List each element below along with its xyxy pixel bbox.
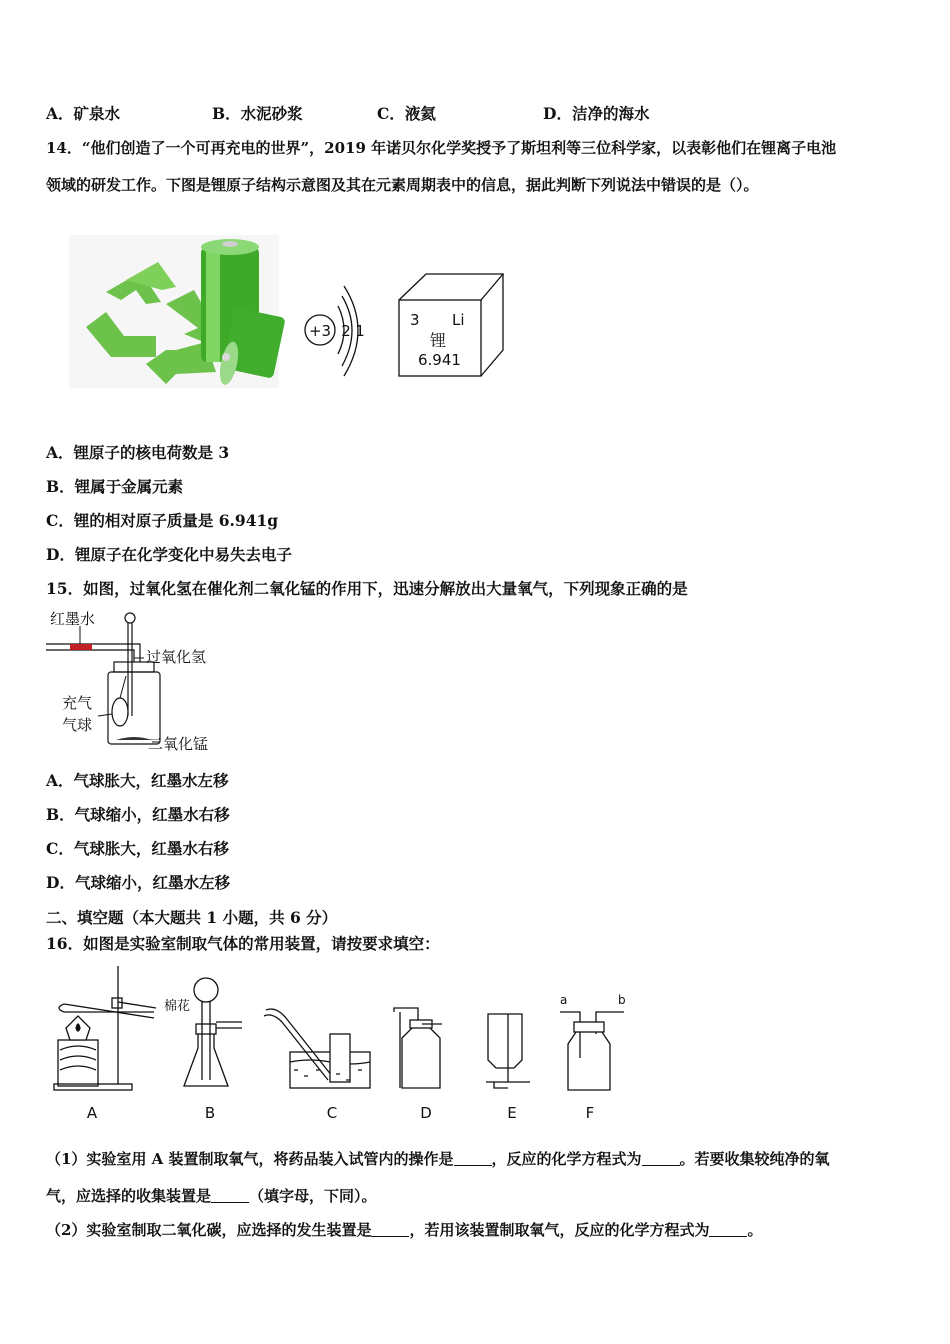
q14-figure (66, 232, 511, 392)
apparatus-label-e: E (507, 1104, 517, 1122)
q14-option-d: D．锂原子在化学变化中易失去电子 (46, 545, 292, 564)
apparatus-c (264, 1009, 370, 1088)
q16-part2-text-a: （2）实验室制取二氧化碳，应选择的发生装置是 (46, 1221, 372, 1239)
answer-blank-2[interactable] (642, 1151, 680, 1166)
q16-part1-line1 (46, 1148, 830, 1169)
q15-option-c: C．气球胀大，红墨水右移 (46, 839, 229, 858)
atom-shell2-label: 1 (355, 322, 365, 340)
label-h2o2: 过氧化氢 (146, 648, 207, 666)
atom-shell1-label: 2 (341, 322, 351, 340)
q14-option-a: A．锂原子的核电荷数是 3 (46, 443, 230, 462)
label-cotton: 棉花 (164, 999, 191, 1014)
q16-stem: 16．如图是实验室制取气体的常用装置，请按要求填空： (46, 934, 440, 953)
atom-nucleus-label: +3 (308, 322, 332, 340)
apparatus-e (486, 1014, 530, 1088)
q13-option-d: D．洁净的海水 (543, 104, 650, 123)
element-name: 锂 (430, 331, 447, 350)
q16-part1-text-a: （1）实验室用 A 装置制取氧气，将药品装入试管内的操作是 (46, 1150, 454, 1168)
port-a-label: a (560, 993, 568, 1007)
q15-option-b: B．气球缩小，红墨水右移 (46, 805, 230, 824)
q16-part1-line2 (46, 1185, 377, 1206)
q14-option-b: B．锂属于金属元素 (46, 477, 184, 496)
apparatus-f (560, 1012, 624, 1090)
q16-part2-text-c: 。 (747, 1221, 763, 1239)
apparatus-d (394, 1008, 442, 1088)
apparatus-label-c: C (326, 1104, 338, 1122)
apparatus-label-a: A (86, 1104, 98, 1122)
apparatus-a (54, 966, 156, 1090)
q16-part2-text-b: ，若用该装置制取氧气，反应的化学方程式为 (409, 1221, 710, 1239)
label-balloon-1: 充气 (62, 694, 93, 712)
label-balloon-2: 气球 (62, 716, 93, 734)
label-red-ink: 红墨水 (50, 610, 96, 628)
element-mass: 6.941 (418, 351, 461, 369)
answer-blank-5[interactable] (709, 1222, 747, 1237)
q16-apparatus-figure (46, 962, 646, 1128)
q15-option-d: D．气球缩小，红墨水左移 (46, 873, 230, 892)
q16-part1-text-d: 气，应选择的收集装置是 (46, 1187, 212, 1205)
q16-part1-text-e: （填字母，下同）。 (249, 1187, 377, 1205)
q14-stem-line1: 14．“他们创造了一个可再充电的世界”，2019 年诺贝尔化学奖授予了斯坦利等三位科学家，以表彰他们在锂离子电池 (46, 139, 837, 157)
q13-option-b: B．水泥砂浆 (212, 104, 303, 123)
label-mno2: 二氧化锰 (148, 735, 209, 753)
port-b-label: b (618, 993, 626, 1007)
q13-option-a: A．矿泉水 (46, 104, 121, 123)
element-number: 3 (410, 311, 420, 329)
apparatus-label-b: B (204, 1104, 216, 1122)
apparatus-b (184, 978, 242, 1086)
q16-part2 (46, 1219, 762, 1240)
q14-stem-line2: 领域的研发工作。下图是锂原子结构示意图及其在元素周期表中的信息，据此判断下列说法中错误的是（）。 (46, 176, 759, 194)
answer-blank-3[interactable] (211, 1188, 249, 1203)
q16-part1-text-c: 。若要收集较纯净的氧 (679, 1150, 830, 1168)
element-symbol: Li (452, 311, 465, 329)
apparatus-label-f: F (585, 1104, 595, 1122)
answer-blank-4[interactable] (371, 1222, 409, 1237)
q16-part1-text-b: ，反应的化学方程式为 (491, 1150, 642, 1168)
apparatus-label-d: D (420, 1104, 432, 1122)
q13-option-c: C．液氦 (377, 104, 436, 123)
q14-option-c: C．锂的相对原子质量是 6.941g (46, 511, 279, 530)
answer-blank-1[interactable] (454, 1151, 492, 1166)
atom-diagram (305, 286, 365, 376)
q15-stem: 15．如图，过氧化氢在催化剂二氧化锰的作用下，迅速分解放出大量氧气，下列现象正确的是 (46, 579, 688, 598)
section-2-heading: 二、填空题（本大题共 1 小题，共 6 分） (46, 908, 338, 927)
q15-figure (44, 606, 234, 754)
q15-option-a: A．气球胀大，红墨水左移 (46, 771, 229, 790)
